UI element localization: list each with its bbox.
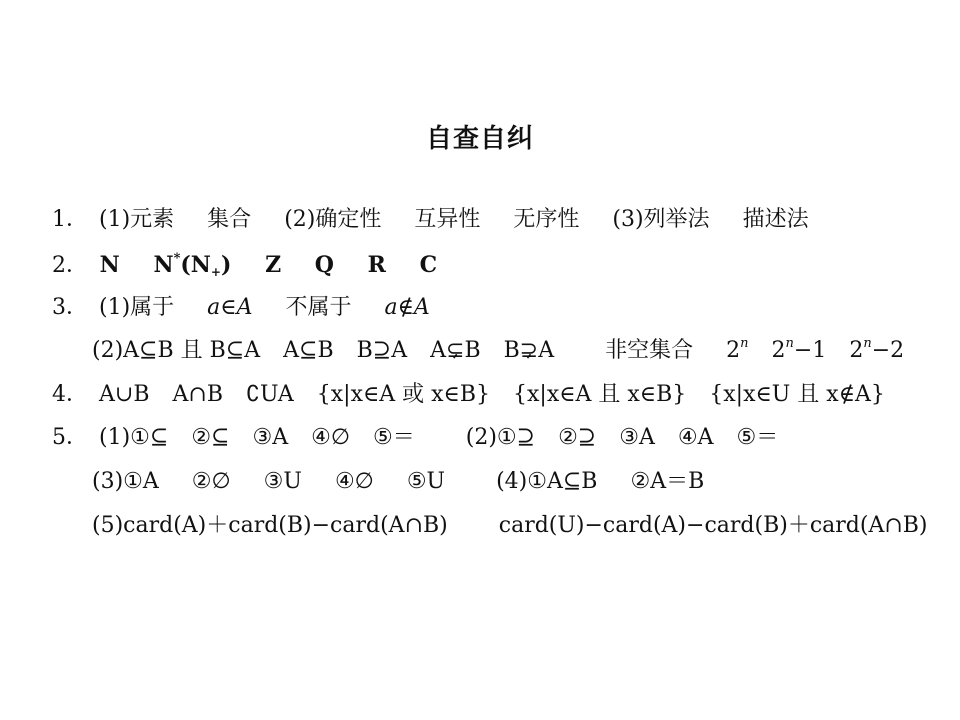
item-5-line-3: [92, 511, 954, 541]
answer-math: a∈A: [207, 295, 253, 320]
answer-math: ②A＝B: [630, 469, 705, 494]
answer-math: {x|x∈A 或 x∈B}: [316, 382, 490, 407]
answer-math: ④A: [677, 425, 714, 450]
item-4: [52, 380, 901, 410]
set-symbol-nstar: [153, 250, 231, 280]
answer-math: (3)①A: [92, 469, 159, 494]
power-exponent: n: [740, 336, 749, 351]
item-number: 4．: [52, 382, 88, 407]
answer-math: ③U: [263, 469, 302, 494]
answer-math: {x|x∈A 且 x∈B}: [513, 382, 687, 407]
nstar-base: N: [153, 252, 174, 278]
answer-math: ②⊇: [558, 425, 597, 450]
power-base: 2: [726, 338, 741, 363]
answer-math: A⊆B: [283, 338, 334, 363]
answer-math: (2)①⊇: [465, 425, 536, 450]
item-number: 1．: [52, 207, 88, 232]
answer-math: a∉A: [384, 295, 430, 320]
set-symbol-z: Z: [265, 252, 282, 278]
power-exponent: n: [785, 336, 794, 351]
answer-math: ②∅: [191, 469, 231, 494]
answer-math: (5)card(A)＋card(B)−card(A∩B): [92, 513, 448, 538]
set-symbol-n: N: [99, 252, 120, 278]
answer-math: ③A: [619, 425, 655, 450]
item-number: 2．: [52, 253, 88, 278]
answer-text: 非空集合: [605, 338, 694, 363]
answer-math: ⑤U: [406, 469, 446, 494]
answer-math: (4)①A⊆B: [496, 469, 598, 494]
answer-text: (1)元素: [99, 207, 175, 232]
nstar-sup: *: [173, 251, 181, 266]
answer-math: ∁UA: [246, 382, 294, 407]
set-symbol-q: Q: [314, 252, 334, 278]
answer-math: B⊇A: [356, 338, 408, 363]
item-3: [52, 293, 456, 323]
item-2: [52, 250, 463, 281]
power-tail: −1: [793, 338, 827, 363]
answer-text: 集合: [207, 207, 252, 232]
power-expression: [772, 336, 827, 366]
answer-math: ⑤＝: [736, 425, 779, 450]
item-1: [52, 205, 835, 235]
set-symbol-r: R: [367, 252, 386, 278]
item-number: 5．: [52, 425, 88, 450]
answer-math: B⊋A: [503, 338, 555, 363]
answer-math: ⑤＝: [373, 425, 415, 450]
answer-text: 描述法: [742, 207, 809, 232]
set-symbol-c: C: [419, 252, 438, 278]
answer-text: (1)属于: [99, 295, 175, 320]
answer-math: (1)①⊆: [99, 425, 169, 450]
power-tail: −2: [871, 338, 905, 363]
answer-math: A∪B: [99, 382, 150, 407]
answer-math: ④∅: [334, 469, 374, 494]
answer-math: ③A: [252, 425, 289, 450]
item-number: 3．: [52, 295, 88, 320]
answer-text: 无序性: [513, 207, 580, 232]
answer-text: (3)列举法: [612, 207, 710, 232]
nplus-close: ): [220, 252, 232, 278]
answer-math: {x|x∈U 且 x∉A}: [709, 382, 885, 407]
power-base: 2: [771, 338, 786, 363]
page-title: 自查自纠: [425, 124, 534, 154]
answer-math: ②⊆: [191, 425, 230, 450]
nplus-open: (N: [180, 252, 211, 278]
power-exponent: n: [863, 336, 872, 351]
answer-math: A∩B: [172, 382, 223, 407]
answer-text: (2)确定性: [284, 207, 382, 232]
power-expression: [726, 336, 748, 366]
answer-math: A⊊B: [430, 338, 481, 363]
answer-math: (2)A⊆B 且 B⊆A: [92, 338, 261, 363]
nplus-sub: +: [210, 265, 221, 279]
answer-text: 互异性: [414, 207, 481, 232]
answer-math: ④∅: [311, 425, 350, 450]
answer-math: card(U)−card(A)−card(B)＋card(A∩B): [498, 513, 928, 538]
item-3-line-2: [92, 336, 920, 366]
answer-text: 不属于: [285, 295, 352, 320]
power-base: 2: [849, 338, 864, 363]
power-expression: [849, 336, 904, 366]
item-5: [52, 423, 794, 453]
item-5-line-2: [92, 467, 730, 497]
